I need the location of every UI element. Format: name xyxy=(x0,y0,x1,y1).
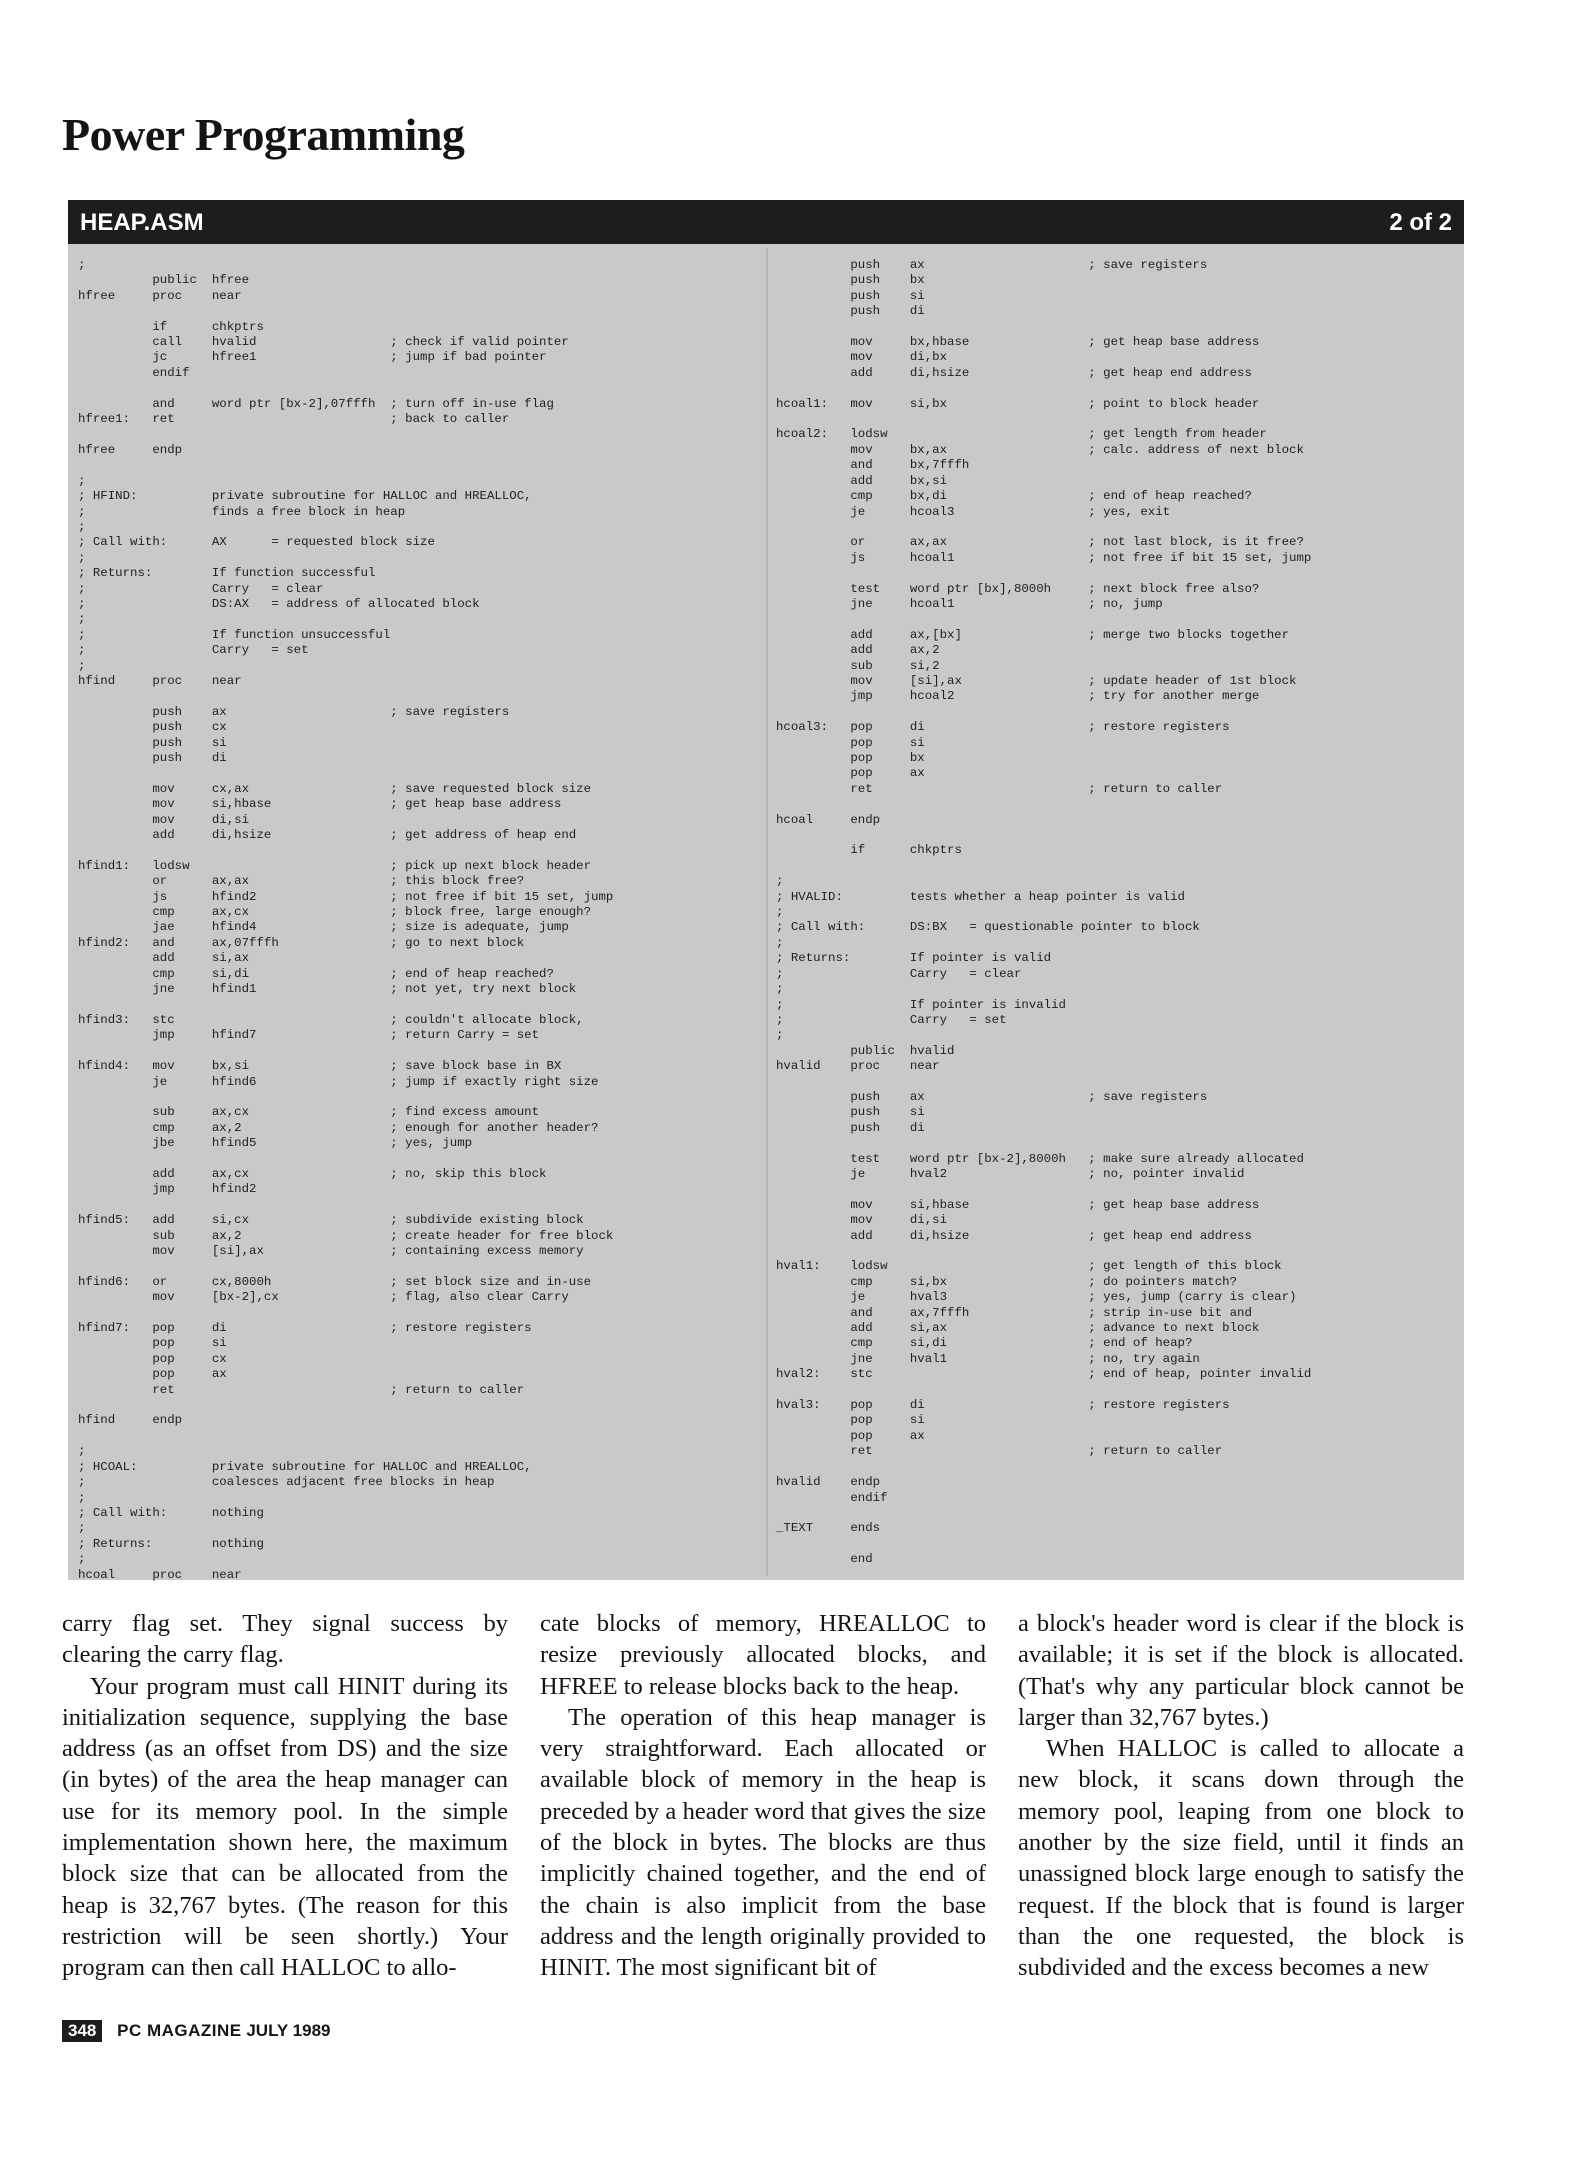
page-footer xyxy=(62,2020,330,2046)
issue-date: JULY 1989 xyxy=(246,2021,331,2040)
page-heading: Power Programming xyxy=(62,109,465,160)
paragraph: When HALLOC is called to allocate a new block, it scans down through the memory pool, leaping from one block to another by the size field, until it finds an unassigned block large enough to satisfy the request. If the block that is found is larger than the one requested, the block is subdivided and the excess becomes a new xyxy=(1018,1735,1464,1982)
paragraph: a block's header word is clear if the block is available; it is set if the block is allocated. (That's why any particular block cannot be larger than 32,767 bytes.) xyxy=(1018,1610,1464,1731)
paragraph: cate blocks of memory, HREALLOC to resize previously allocated blocks, and HFREE to release blocks back to the heap. xyxy=(540,1610,986,1700)
listing-title: HEAP.ASM xyxy=(80,209,204,236)
page-number: 348 xyxy=(62,2020,102,2042)
article-column-1 xyxy=(62,1608,508,1984)
code-column-divider xyxy=(766,248,768,1576)
listing-title-bar xyxy=(68,200,1464,244)
paragraph: Your program must call HINIT during its initialization sequence, supplying the base address (as an offset from DS) and the size (in bytes) of the area the heap manager can use for its memory pool. In the simple implementation shown here, the maximum block size that can be allocated from the heap is 32,767 bytes. (The reason for this restriction will be seen shortly.) Your program can then call HALLOC to allo- xyxy=(62,1672,508,1982)
code-column-right: push ax ; save registers push bx push si push di mov bx,hbase ; get heap base address mov di,bx add di,hsize ; get heap end address hcoal1: mov si,bx ; point to block header hcoal2: lodsw ; get length from header mov bx,ax ; calc. address of next block and bx,7fffh add bx,si cmp bx,di ; end of heap reached? je hcoal3 ; yes, exit or ax,ax ; not last block, is it free? js hcoal1 ; not free if bit 15 set, jump test word ptr [bx],8000h ; next block free also? jne hcoal1 ; no, jump add ax,[bx] ; merge two blocks together add ax,2 sub si,2 mov [si],ax ; update header of 1st block jmp hcoal2 ; try for another merge hcoal3: pop di ; restore registers pop si pop bx pop ax ret ; return to caller hcoal endp if chkptrs ; ; HVALID: tests whether a heap pointer is valid ; ; Call with: DS:BX = questionable pointer to block ; ; Returns: If pointer is valid ; Carry = clear ; ; If pointer is invalid ; Carry = set ; public hvalid hvalid proc near push ax ; save registers push si push di test word ptr [bx-2],8000h ; make sure already allocated je hval2 ; no, pointer invalid mov si,hbase ; get heap base address mov di,si add di,hsize ; get heap end address hval1: lodsw ; get length of this block cmp si,bx ; do pointers match? je hval3 ; yes, jump (carry is clear) and ax,7fffh ; strip in-use bit and add si,ax ; advance to next block cmp si,di ; end of heap? jne hval1 ; no, try again hval2: stc ; end of heap, pointer invalid hval3: pop di ; restore registers pop si pop ax ret ; return to caller hvalid endp endif _TEXT ends end xyxy=(776,258,1312,1567)
paragraph: carry flag set. They signal success by clearing the carry flag. xyxy=(62,1610,508,1669)
code-column-left: ; public hfree hfree proc near if chkptrs call hvalid ; check if valid pointer jc hfree1 ; jump if bad pointer endif and word ptr [bx-2],07fffh ; turn off in-use flag hfree1: ret ; back to caller hfree endp ; ; HFIND: private subroutine for HALLOC and HREALLOC, ; finds a free block in heap ; ; Call with: AX = requested block size ; ; Returns: If function successful ; Carry = clear ; DS:AX = address of allocated block ; ; If function unsuccessful ; Carry = set ; hfind proc near push ax ; save registers push cx push si push di mov cx,ax ; save requested block size mov si,hbase ; get heap base address mov di,si add di,hsize ; get address of heap end hfind1: lodsw ; pick up next block header or ax,ax ; this block free? js hfind2 ; not free if bit 15 set, jump cmp ax,cx ; block free, large enough? jae hfind4 ; size is adequate, jump hfind2: and ax,07fffh ; go to next block add si,ax cmp si,di ; end of heap reached? jne hfind1 ; not yet, try next block hfind3: stc ; couldn't allocate block, jmp hfind7 ; return Carry = set hfind4: mov bx,si ; save block base in BX je hfind6 ; jump if exactly right size sub ax,cx ; find excess amount cmp ax,2 ; enough for another header? jbe hfind5 ; yes, jump add ax,cx ; no, skip this block jmp hfind2 hfind5: add si,cx ; subdivide existing block sub ax,2 ; create header for free block mov [si],ax ; containing excess memory hfind6: or cx,8000h ; set block size and in-use mov [bx-2],cx ; flag, also clear Carry hfind7: pop di ; restore registers pop si pop cx pop ax ret ; return to caller hfind endp ; ; HCOAL: private subroutine for HALLOC and HREALLOC, ; coalesces adjacent free blocks in heap ; ; Call with: nothing ; ; Returns: nothing ; hcoal proc near xyxy=(78,258,614,1582)
listing-page-label: 2 of 2 xyxy=(1389,209,1452,236)
article-column-2 xyxy=(540,1608,986,1984)
article-column-3 xyxy=(1018,1608,1464,1984)
paragraph: The operation of this heap manager is very straightforward. Each allocated or available block of memory in the heap is preceded by a header word that gives the size of the block in bytes. The blocks are thus implicitly chained together, and the end of the chain is also implicit from the base address and the length originally provided to HINIT. The most significant bit of xyxy=(540,1703,986,1982)
magazine-name: PC MAGAZINE xyxy=(117,2021,242,2040)
code-listing xyxy=(68,200,1464,1580)
